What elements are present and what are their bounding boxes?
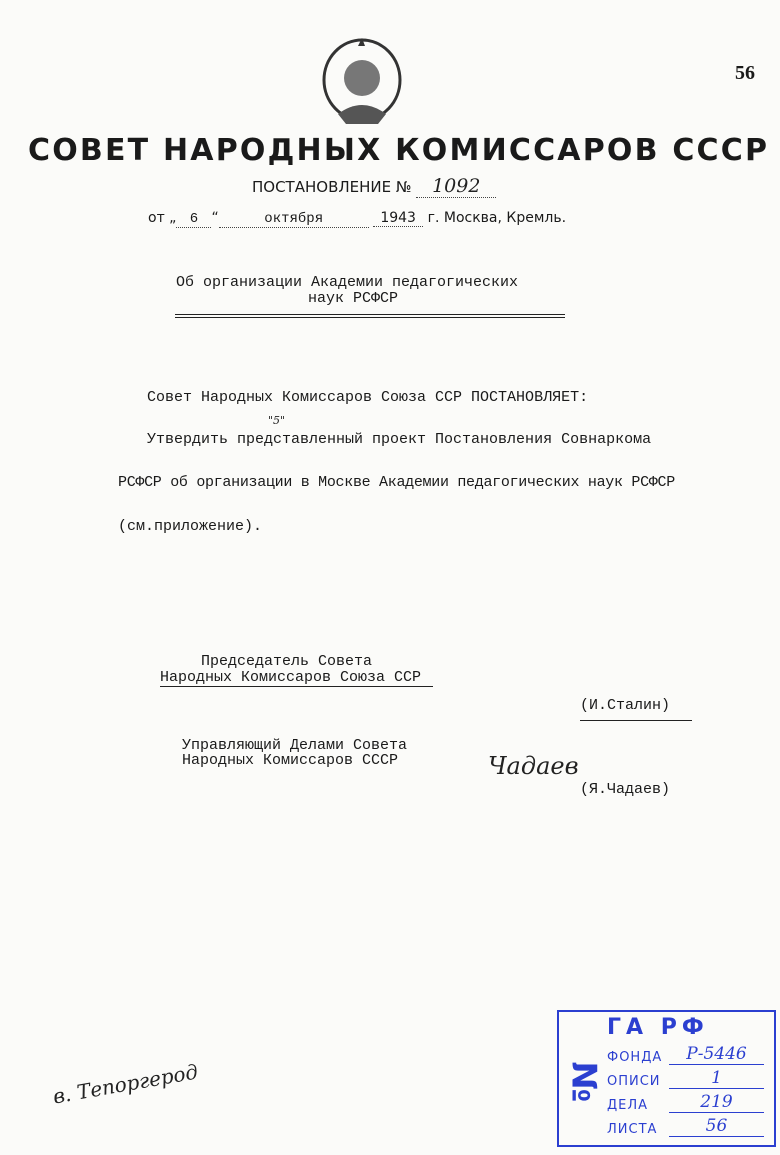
decree-line — [252, 175, 496, 198]
chair-name: (И.Сталин) — [580, 697, 692, 721]
stamp-list: ЛИСТА 56 — [607, 1122, 657, 1137]
decree-number: 1092 — [416, 175, 496, 198]
date-month: октября — [219, 211, 369, 228]
subject-line-1: Об организации Академии педагогических — [176, 274, 519, 291]
stamp-opis: ОПИСИ 1 — [607, 1074, 661, 1089]
decree-label: ПОСТАНОВЛЕНИЕ № — [252, 178, 412, 196]
stamp-title: ГА РФ — [607, 1015, 709, 1040]
manager-name: (Я.Чадаев) — [580, 781, 671, 798]
date-line: от „ 6 “ октября 1943 г. Москва, Кремль. — [148, 210, 567, 227]
body-line-3: РСФСР об организации в Москве Академии педагогических наук РСФСР — [118, 474, 675, 491]
stamp-fond: ФОНДА Р-5446 — [607, 1050, 662, 1065]
chair-title-1: Председатель Совета — [201, 653, 373, 670]
subject-line-2: наук РСФСР — [308, 290, 399, 307]
chair-title-2: Народных Комиссаров Союза ССР — [160, 669, 433, 687]
date-place: г. Москва, Кремль. — [427, 210, 567, 226]
body-line-2: Утвердить представленный проект Постановления Совнаркома — [147, 431, 652, 448]
stamp-delo: ДЕЛА 219 — [607, 1098, 648, 1113]
body-line-1: Совет Народных Комиссаров Союза ССР ПОСТАНОВЛЯЕТ: — [147, 389, 589, 406]
manager-title-1: Управляющий Делами Совета — [182, 737, 408, 754]
date-year: 1943 — [373, 210, 423, 227]
page-title: СОВЕТ НАРОДНЫХ КОМИССАРОВ СССР — [28, 133, 770, 168]
stamp-number-sign: № — [563, 1061, 604, 1103]
body-line-4: (см.приложение). — [118, 518, 263, 535]
handwritten-note: в. Тепоргерод — [51, 1059, 200, 1109]
subject-underline — [175, 314, 565, 318]
page-number: 56 — [735, 62, 755, 84]
date-day: 6 — [176, 211, 211, 228]
margin-note: "5" — [268, 414, 286, 427]
state-emblem-icon — [318, 36, 406, 126]
date-prefix: от — [148, 210, 165, 226]
manager-signature: Чадаев — [488, 752, 579, 780]
archive-stamp — [557, 1010, 776, 1147]
manager-title-2: Народных Комиссаров СССР — [182, 752, 399, 769]
